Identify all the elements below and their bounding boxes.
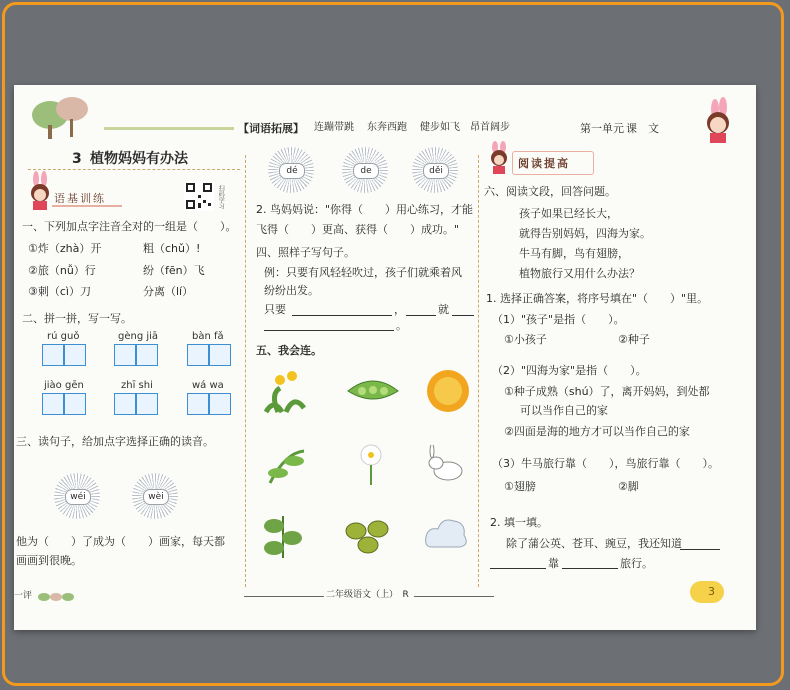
footer-rule-left	[244, 596, 324, 597]
pea-pod-icon[interactable]	[344, 373, 402, 409]
q1-option-3a: ③刺（cì）刀	[28, 285, 91, 298]
writing-box[interactable]	[64, 393, 86, 415]
dandelion-card	[412, 147, 458, 193]
writing-box[interactable]	[187, 344, 209, 366]
writing-box[interactable]	[114, 344, 136, 366]
sub1-q3-option-a: ①翅膀	[504, 480, 536, 493]
q1-option-1b: 粗（chǔ）!	[143, 242, 201, 255]
poem-line-2: 就得告别妈妈，四海为家。	[519, 227, 651, 240]
worksheet-page	[14, 85, 756, 630]
q1-option-3b: 分离（lí）	[143, 285, 194, 298]
q1-text: 一、下列加点字注音全对的一组是（ ）。	[22, 220, 237, 233]
q3-sentence-line1: 他为（ ）了成为（ ）画家，每天都	[16, 535, 225, 548]
pinyin-3: bàn fǎ	[192, 331, 224, 342]
header-unit: 第一单元	[580, 122, 624, 135]
dandelion-label: wéi	[65, 489, 91, 505]
pinyin-5: zhī shi	[121, 380, 153, 391]
dandelion-label: de	[353, 163, 379, 179]
dandelion-plant-icon[interactable]	[260, 368, 308, 416]
dandelion-card	[268, 147, 314, 193]
sub2-text: 2. 填一填。	[490, 516, 548, 529]
lesson-title: 植物妈妈有办法	[90, 151, 188, 167]
q4-text: 四、照样子写句子。	[256, 246, 355, 259]
pinyin-4: jiào gēn	[44, 380, 84, 391]
q3-text: 三、读句子，给加点字选择正确的读音。	[16, 435, 214, 448]
writing-box[interactable]	[209, 344, 231, 366]
reading-section-label: 阅读提高	[518, 157, 570, 170]
sub1-q3-option-b: ②脚	[618, 480, 639, 493]
q4-pattern-c: 就	[438, 303, 449, 316]
sub1-q2-option-b: ②四面是海的地方才可以当作自己的家	[504, 425, 690, 438]
q3-2-line1: 2. 鸟妈妈说："你得（ ）用心练习，才能	[256, 203, 474, 216]
header-word-2: 东奔西跑	[367, 122, 407, 133]
header-subject: 课 文	[626, 122, 659, 135]
header-word-4: 昂首阔步	[470, 122, 510, 133]
dandelion-card	[132, 473, 178, 519]
dandelion-card	[54, 473, 100, 519]
writing-box[interactable]	[42, 393, 64, 415]
cloud-icon[interactable]	[422, 513, 470, 555]
poem-line-4: 植物旅行又用什么办法？	[519, 267, 640, 280]
dandelion-card	[342, 147, 388, 193]
sub2-line1: 除了蒲公英、苍耳、豌豆，我还知道	[506, 537, 682, 550]
page-number: 3	[708, 585, 715, 598]
writing-box[interactable]	[42, 344, 64, 366]
answer-line[interactable]	[680, 549, 720, 550]
pinyin-6: wá wa	[192, 380, 224, 391]
column-divider-1	[245, 155, 246, 587]
footer-decoration-icon	[36, 587, 76, 603]
sub1-q2-option-a1: ①种子成熟（shú）了，离开妈妈，到处都	[504, 385, 710, 398]
answer-line[interactable]	[406, 315, 436, 316]
cocklebur-plant-icon[interactable]	[260, 510, 306, 560]
footer-rule-right	[414, 596, 494, 597]
answer-line[interactable]	[490, 568, 546, 569]
header-decoration-line	[104, 127, 234, 130]
q4-example-line2: 纷纷出发。	[264, 284, 319, 297]
q2-text: 二、拼一拼，写一写。	[22, 312, 132, 325]
writing-box[interactable]	[64, 344, 86, 366]
answer-line[interactable]	[562, 568, 618, 569]
sub1-text: 1. 选择正确答案，将序号填在"（ ）"里。	[486, 292, 709, 305]
foundation-section-label: 语基训练	[54, 192, 106, 205]
burr-seeds-icon[interactable]	[342, 517, 398, 557]
footer-left-text: 一评	[14, 591, 33, 601]
mascot-icon	[484, 141, 514, 175]
qr-caption: 扫码学习	[217, 185, 225, 209]
poem-line-1: 孩子如果已经长大，	[519, 207, 618, 220]
q5-text: 五、我会连。	[256, 344, 322, 357]
qr-code-icon[interactable]	[184, 181, 214, 211]
header-tab-label: 【词语拓展】	[238, 122, 304, 135]
answer-line[interactable]	[264, 330, 394, 331]
q4-pattern-a: 只要	[264, 303, 286, 316]
q4-example-line1: 例：只要有风轻轻吹过，孩子们就乘着风	[264, 266, 462, 279]
q3-sentence-line2: 画画到很晚。	[16, 554, 82, 567]
sub1-q1: （1）"孩子"是指（ ）。	[492, 313, 625, 326]
section-underline	[52, 205, 122, 207]
writing-box[interactable]	[136, 344, 158, 366]
writing-box[interactable]	[209, 393, 231, 415]
answer-line[interactable]	[452, 315, 474, 316]
q1-option-2b: 纷（fēn）飞	[143, 264, 205, 277]
lesson-number: 3	[72, 151, 82, 167]
footer-book-label: 二年级语文（上） R	[326, 590, 409, 600]
header-word-1: 连蹦带跳	[314, 122, 354, 133]
q1-option-2a: ②旅（nǚ）行	[28, 264, 96, 277]
q3-2-line2: 飞得（ ）更高、获得（ ）成功。"	[256, 223, 460, 236]
q6-text: 六、阅读文段，回答问题。	[484, 185, 616, 198]
dandelion-seed-icon[interactable]	[348, 441, 394, 487]
answer-line[interactable]	[292, 315, 392, 316]
sub1-q1-option-a: ①小孩子	[504, 333, 547, 346]
header-word-3: 健步如飞	[420, 122, 460, 133]
writing-box[interactable]	[136, 393, 158, 415]
dandelion-label: dé	[279, 163, 305, 179]
sub2-mid: 靠	[548, 557, 559, 570]
dandelion-label: wèi	[143, 489, 169, 505]
q1-option-1a: ①炸（zhà）开	[28, 242, 102, 255]
sun-icon[interactable]	[424, 367, 472, 415]
column-divider-2	[478, 155, 479, 587]
pinyin-2: gèng jiā	[118, 331, 159, 342]
sub2-end: 旅行。	[620, 557, 653, 570]
mascot-girl-icon	[690, 95, 740, 145]
tree-illustration	[20, 85, 110, 140]
dandelion-label: děi	[423, 163, 449, 179]
page-badge	[690, 581, 724, 603]
writing-box[interactable]	[114, 393, 136, 415]
q4-end: 。	[396, 319, 407, 332]
sub1-q1-option-b: ②种子	[618, 333, 650, 346]
pea-plant-icon[interactable]	[260, 443, 310, 489]
rabbit-icon[interactable]	[420, 445, 470, 485]
sub1-q2: （2）"四海为家"是指（ ）。	[492, 364, 647, 377]
poem-line-3: 牛马有脚，鸟有翅膀，	[519, 247, 629, 260]
writing-box[interactable]	[187, 393, 209, 415]
sub1-q2-option-a2: 可以当作自己的家	[520, 404, 608, 417]
sub1-q3: （3）牛马旅行靠（ ），鸟旅行靠（ ）。	[492, 457, 719, 470]
pinyin-1: rú guǒ	[47, 331, 80, 342]
q4-pattern-b: ，	[394, 303, 405, 316]
